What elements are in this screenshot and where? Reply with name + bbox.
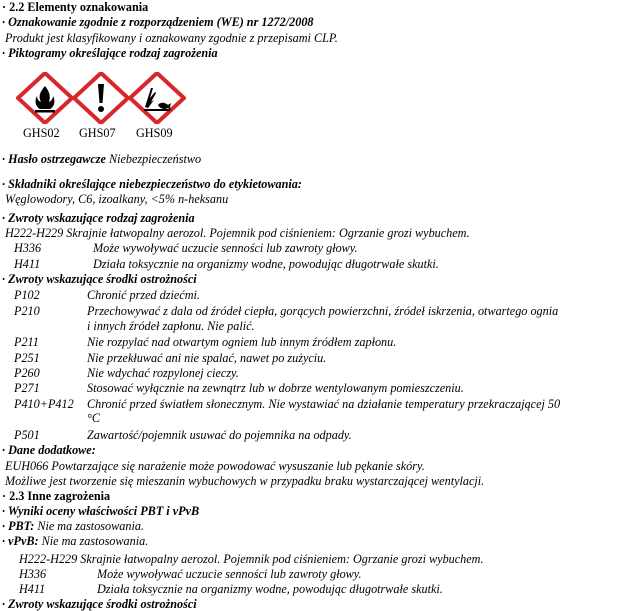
additional-info-explosive: Możliwe jest tworzenie się mieszanin wybuchowych w przypadku braku wystarczającej wentylacji. <box>5 474 485 488</box>
precaution-text: Przechowywać z dala od źródeł ciepła, gorących powierzchni, źródeł iskrzenia, otwartego ognia <box>87 304 559 318</box>
exclamation-mark-icon <box>72 72 130 124</box>
signal-word-label: · Hasło ostrzegawcze <box>2 152 106 166</box>
pbt-label: · PBT: <box>2 519 35 533</box>
hazard-text: Może wywoływać uczucie senności lub zawroty głowy. <box>93 241 358 255</box>
precaution-code: P251 <box>14 351 40 365</box>
flame-icon <box>16 72 74 124</box>
pbt-vpvb-title: · Wyniki oceny właściwości PBT i vPvB <box>2 504 200 518</box>
repeat-hazard-h222: H222-H229 Skrajnie łatwopalny aerozol. Pojemnik pod ciśnieniem: Ogrzanie grozi wybuchem. <box>19 552 484 566</box>
precaution-text: Nie wdychać rozpylonej cieczy. <box>87 366 239 380</box>
precaution-code: P210 <box>14 304 40 318</box>
repeat-precaution-title: · Zwroty wskazujące środki ostrożności <box>2 597 197 611</box>
precaution-statements-title: · Zwroty wskazujące środki ostrożności <box>2 272 197 286</box>
ghs02-pictogram <box>16 72 74 124</box>
hazard-code: H336 <box>19 567 47 581</box>
precaution-code: P102 <box>14 288 40 302</box>
ghs07-pictogram <box>72 72 130 124</box>
signal-word-value: Niebezpieczeństwo <box>108 152 202 166</box>
components-title: · Składniki określające niebezpieczeństwo do etykietowania: <box>2 177 302 191</box>
hazard-code: H411 <box>19 582 46 596</box>
precaution-text: Nie rozpylać nad otwartym ogniem lub innym źródłem zapłonu. <box>87 335 397 349</box>
additional-info-euh066: EUH066 Powtarzające się narażenie może powodować wysuszanie lub pękanie skóry. <box>5 459 425 473</box>
components-value: Węglowodory, C6, izoalkany, <5% n-heksanu <box>5 192 229 206</box>
ghs02-code: GHS02 <box>23 126 60 140</box>
hazard-code: H411 <box>14 257 41 271</box>
precaution-text: Stosować wyłącznie na zewnątrz lub w dobrze wentylowanym pomieszczeniu. <box>87 381 464 395</box>
pbt-value: Nie ma zastosowania. <box>37 519 144 533</box>
additional-info-title: · Dane dodatkowe: <box>2 443 96 457</box>
signal-word-row <box>2 152 201 166</box>
vpvb-label: · vPvB: <box>2 534 39 548</box>
precaution-text: Chronić przed światłem słonecznym. Nie wystawiać na działanie temperatury przekraczającej 50 <box>87 397 561 411</box>
hazard-statements-title: · Zwroty wskazujące rodzaj zagrożenia <box>2 211 195 225</box>
precaution-code: P410+P412 <box>14 397 74 411</box>
section-2-2-heading: · 2.2 Elementy oznakowania <box>2 0 149 14</box>
precaution-code: P260 <box>14 366 40 380</box>
classified-statement: Produkt jest klasyfikowany i oznakowany zgodnie z przepisami CLP. <box>5 31 338 45</box>
environment-icon <box>128 72 186 124</box>
pictograms-title: · Piktogramy określające rodzaj zagrożenia <box>2 46 218 60</box>
hazard-h222: H222-H229 Skrajnie łatwopalny aerozol. Pojemnik pod ciśnieniem: Ogrzanie grozi wybuchem. <box>5 226 470 240</box>
labelling-title: · Oznakowanie zgodnie z rozporządzeniem (WE) nr 1272/2008 <box>2 15 314 29</box>
precaution-code: P271 <box>14 381 40 395</box>
precaution-text: Nie przekłuwać ani nie spalać, nawet po zużyciu. <box>87 351 327 365</box>
precaution-text: Zawartość/pojemnik usuwać do pojemnika na odpady. <box>87 428 352 442</box>
precaution-text-continued: i innych źródeł zapłonu. Nie palić. <box>87 319 255 333</box>
hazard-text: Działa toksycznie na organizmy wodne, powodując długotrwałe skutki. <box>97 582 443 596</box>
pbt-row <box>2 519 144 533</box>
precaution-text-continued: °C <box>87 411 101 425</box>
hazard-text: Działa toksycznie na organizmy wodne, powodując długotrwałe skutki. <box>93 257 439 271</box>
vpvb-value: Nie ma zastosowania. <box>41 534 149 548</box>
precaution-code: P501 <box>14 428 40 442</box>
ghs09-pictogram <box>128 72 186 124</box>
section-2-3-heading: · 2.3 Inne zagrożenia <box>2 489 111 503</box>
precaution-code: P211 <box>14 335 39 349</box>
hazard-text: Może wywoływać uczucie senności lub zawroty głowy. <box>97 567 362 581</box>
precaution-text: Chronić przed dziećmi. <box>87 288 200 302</box>
ghs09-code: GHS09 <box>136 126 173 140</box>
vpvb-row <box>2 534 148 548</box>
ghs07-code: GHS07 <box>79 126 116 140</box>
hazard-code: H336 <box>14 241 42 255</box>
